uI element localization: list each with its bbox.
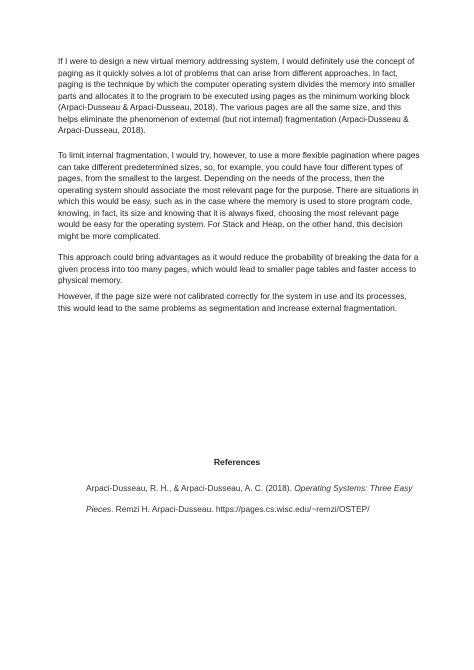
paragraph-internal-fragmentation: To limit internal fragmentation, I would try, however, to use a more flexible pagination where pages can take different predetermined sizes, so, for example, you could have four different types of pages, from the smallest to the largest. Depending on the needs of the process, then the operating system should associate the most relevant page for the purpose. There are situations in which this would be easy, such as in the case where the memory is used to store program code, knowing, in fact, its size and knowing that it is always fixed, choosing the most relevant page would be easy for the operating system. For Stack and Heap, on the other hand, this decision might be more complicated. [58, 150, 420, 241]
references-heading: References [213, 457, 261, 467]
paragraph-advantages: This approach could bring advantages as it would reduce the probability of breaking the data for a given process into too many pages, which would lead to smaller page tables and faster access to physical memory. [58, 252, 419, 286]
reference-title: Operating Systems: Three Easy Pieces [86, 483, 413, 514]
paragraph-paging-design: If I were to design a new virtual memory addressing system, I would definitely use the concept of paging as it quickly solves a lot of problems that can arise from different approaches. In fact, paging is the technique by which the computer operating system divides the memory into smaller parts and allocates it to the program to be executed using pages as the minimum working block (Arpaci-Dusseau & Arpaci-Dusseau, 2018). The various pages are all the same size, and this helps eliminate the phenomenon of external (but not internal) fragmentation (Arpaci-Dusseau & Arpaci-Dusseau, 2018). [58, 56, 416, 136]
reference-authors: Arpaci-Dusseau, R. H., & Arpaci-Dusseau, A. C. (2018). [86, 483, 295, 493]
reference-entry [86, 478, 426, 520]
reference-publisher-url: . Remzi H. Arpaci-Dusseau. https://pages.cs.wisc.edu/~remzi/OSTEP/ [111, 504, 370, 514]
paragraph-drawbacks: However, if the page size were not calibrated correctly for the system in use and its processes, this would lead to the same problems as segmentation and increase external fragmentation. [58, 291, 407, 313]
